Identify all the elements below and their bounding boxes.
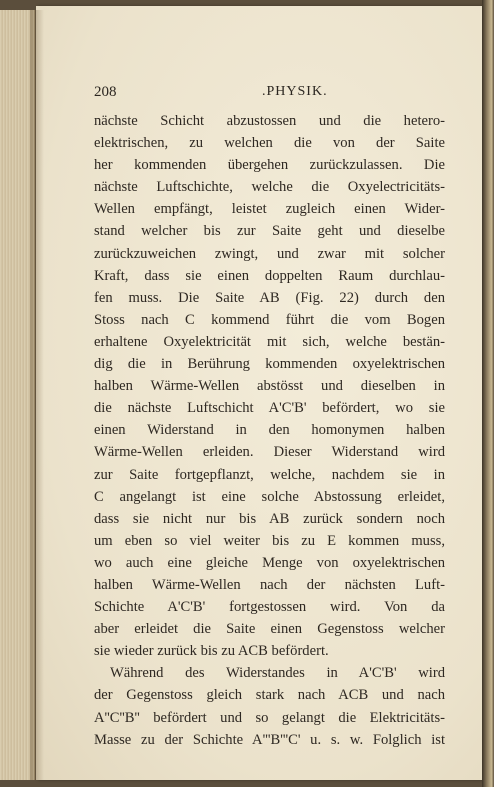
text-line: elektrischen, zu welchen die von der Saite	[94, 135, 445, 152]
text-line: einen Widerstand in den homonymen halben	[94, 422, 445, 439]
text-line: Wellen empfängt, leistet zugleich einen Wider-	[94, 201, 445, 218]
text-line: die nächste Luftschicht A'C'B' befördert, wo sie	[94, 400, 445, 417]
running-head: .PHYSIK.	[262, 84, 328, 99]
page-header	[94, 84, 328, 104]
text-line: Stoss nach C kommend führt die vom Bogen	[94, 311, 445, 328]
text-line: her kommenden übergehen zurückzulassen. Die	[94, 157, 445, 174]
text-line: dig die in Berührung kommenden oxyelektrischen	[94, 356, 445, 373]
text-line: Kraft, dass sie einen doppelten Raum durchlau-	[94, 267, 445, 284]
text-line: zurückzuweichen zwingt, und zwar mit solcher	[94, 245, 445, 262]
text-line: Während des Widerstandes in A'C'B' wird	[110, 665, 445, 682]
text-line: A''C''B'' befördert und so gelangt die Elektricitäts-	[94, 709, 445, 726]
text-line: um eben so viel weiter bis zu E kommen muss,	[94, 532, 445, 549]
text-line: nächste Luftschichte, welche die Oxyelectricitäts-	[94, 179, 445, 196]
text-line: der Gegenstoss gleich stark nach ACB und nach	[94, 687, 445, 704]
page-number: 208	[94, 84, 117, 100]
text-line: aber erleidet die Saite einen Gegenstoss welcher	[94, 621, 445, 638]
text-line: erhaltene Oxyelektricität mit sich, welche bestän-	[94, 333, 445, 350]
text-line: C angelangt ist eine solche Abstossung erleidet,	[94, 488, 445, 505]
text-line: stand welcher bis zur Saite geht und dieselbe	[94, 223, 445, 240]
text-line: Wärme-Wellen erleiden. Dieser Widerstand wird	[94, 444, 445, 461]
text-line: Schichte A'C'B' fortgestossen wird. Von da	[94, 599, 445, 616]
text-line: nächste Schicht abzustossen und die hetero-	[94, 113, 445, 129]
text-line: Masse zu der Schichte A'''B'''C' u. s. w. Folglich ist	[94, 731, 445, 748]
text-line: zur Saite fortgepflanzt, welche, nachdem sie in	[94, 466, 445, 483]
book-right-edge	[482, 0, 494, 787]
body-text	[94, 110, 445, 751]
text-line: halben Wärme-Wellen nach der nächsten Luft-	[94, 576, 445, 593]
text-line: wo auch eine gleiche Menge von oxyelektrischen	[94, 554, 445, 571]
gutter-shadow	[30, 10, 44, 780]
text-line: dass sie nicht nur bis AB zurück sondern noch	[94, 510, 445, 527]
text-line: halben Wärme-Wellen abstösst und dieselben in	[94, 378, 445, 395]
text-line: sie wieder zurück bis zu ACB befördert.	[94, 643, 329, 660]
text-line: fen muss. Die Saite AB (Fig. 22) durch den	[94, 289, 445, 306]
